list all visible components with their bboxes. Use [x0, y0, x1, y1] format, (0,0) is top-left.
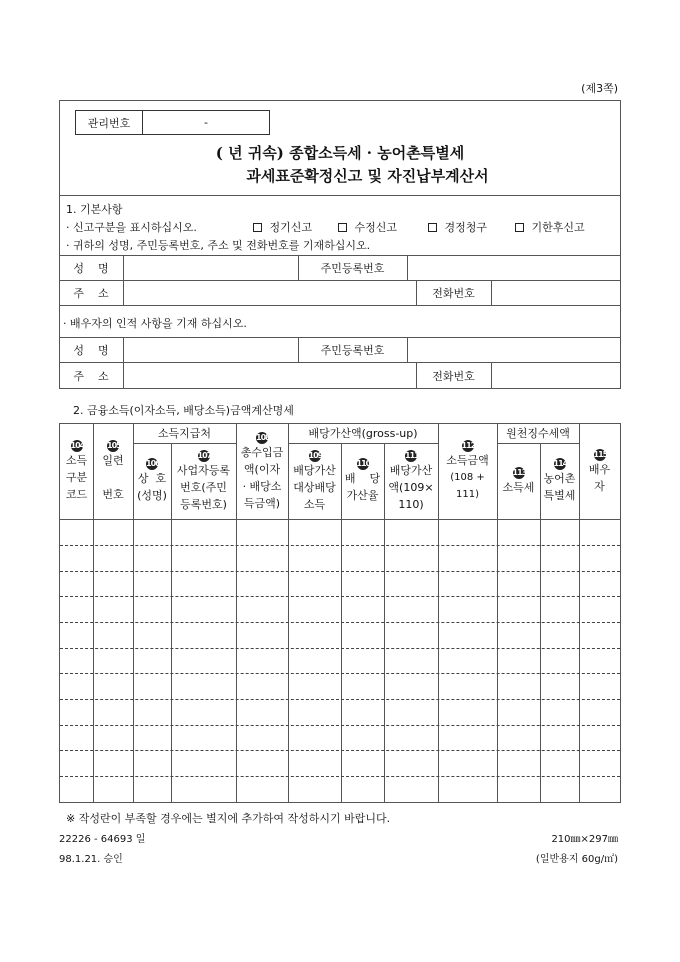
- management-number-field[interactable]: -: [204, 116, 208, 129]
- col-total-income: 108 총수입금 액(이자 · 배당소 득금액): [240, 432, 284, 510]
- page-number: (제3쪽): [581, 82, 618, 95]
- col-grossup-amount: 111 배당가산 액(109× 110): [388, 450, 434, 511]
- phone-label: 전화번호: [432, 286, 475, 300]
- checkbox[interactable]: [515, 223, 524, 232]
- form-code: 22226 - 64693 일: [59, 834, 146, 845]
- info-instruction: · 귀하의 성명, 주민등록번호, 주소 및 전화번호를 기재하십시오.: [66, 239, 371, 252]
- circled-number-icon: 112: [461, 441, 476, 450]
- circled-number-icon: 108: [256, 432, 270, 442]
- circled-number-icon: 107: [197, 450, 212, 460]
- rrn-field[interactable]: [408, 256, 620, 280]
- col-income-code: 104 소득 구분 코드: [65, 441, 88, 501]
- paper-type: (일반용지 60g/㎡): [535, 854, 618, 865]
- approval-date: 98.1.21. 승인: [59, 854, 123, 865]
- circled-number-icon: 109: [308, 450, 323, 460]
- circled-number-icon: 115: [593, 449, 608, 459]
- spouse-rrn-label: 주민등록번호: [320, 343, 385, 357]
- col-spouse: 115 배우 자: [588, 449, 611, 493]
- table-body-entry-area[interactable]: [60, 520, 620, 802]
- form-title-line2: 과세표준확정신고 및 자진납부계산서: [246, 167, 489, 185]
- management-number-label: 관리번호: [76, 111, 143, 134]
- option-correction-claim[interactable]: 경정청구: [428, 219, 487, 235]
- rrn-label: 주민등록번호: [320, 261, 385, 275]
- divider: [59, 305, 621, 306]
- checkbox[interactable]: [428, 223, 437, 232]
- circled-number-icon: 113: [512, 467, 527, 477]
- spouse-address-field[interactable]: [124, 363, 416, 388]
- spouse-name-field[interactable]: [124, 338, 298, 362]
- circled-number-icon: 111: [405, 450, 419, 460]
- phone-field[interactable]: [492, 281, 620, 305]
- spouse-address-label: 주 소: [73, 369, 109, 383]
- option-late-filing[interactable]: 기한후신고: [515, 219, 585, 235]
- circled-number-icon: 105: [107, 441, 121, 450]
- address-label: 주 소: [73, 286, 109, 300]
- spouse-rrn-field[interactable]: [408, 338, 620, 362]
- circled-number-icon: 106: [146, 459, 160, 468]
- spouse-instruction: · 배우자의 인적 사항을 기재 하십시오.: [63, 317, 247, 330]
- col-serial-number: 105 일련 번호: [102, 441, 124, 501]
- filing-type-instruction: · 신고구분을 표시하십시오.: [66, 221, 197, 234]
- spouse-phone-field[interactable]: [492, 363, 620, 388]
- section2-heading: 2. 금융소득(이자소득, 배당소득)금액계산명세: [73, 404, 294, 417]
- circled-number-icon: 114: [553, 459, 568, 468]
- col-grossup-rate: 110 배 당 가산율: [344, 459, 381, 502]
- name-field[interactable]: [124, 256, 298, 280]
- name-label: 성 명: [73, 261, 109, 275]
- option-regular[interactable]: 정기신고: [253, 219, 312, 235]
- spouse-phone-label: 전화번호: [432, 369, 475, 383]
- circled-number-icon: 110: [356, 459, 371, 468]
- section1-heading: 1. 기본사항: [66, 203, 123, 216]
- col-rural-special-tax: 114 농어촌 특별세: [543, 459, 576, 502]
- footer-note: ※ 작성란이 부족할 경우에는 별지에 추가하여 작성하시기 바랍니다.: [66, 812, 391, 825]
- checkbox[interactable]: [338, 223, 347, 232]
- group-withholding: 원천징수세액: [506, 427, 570, 440]
- col-income-amount: 112 소득금액 (108 + 111): [446, 441, 489, 500]
- col-business-reg-number: 107 사업자등록 번호(주민 등록번호): [176, 450, 231, 511]
- col-trade-name: 106 상 호 (성명): [137, 459, 167, 502]
- checkbox[interactable]: [253, 223, 262, 232]
- management-number-box: [75, 110, 270, 135]
- form-title-line1: ( 년 귀속) 종합소득세 · 농어촌특별세: [215, 144, 465, 162]
- address-field[interactable]: [124, 281, 416, 305]
- col-income-tax: 113 소득세: [502, 467, 535, 494]
- col-grossup-target: 109 배당가산 대상배당 소득: [293, 450, 336, 511]
- group-payer: 소득지급처: [157, 427, 212, 440]
- option-amended[interactable]: 수정신고: [338, 219, 397, 235]
- group-grossup: 배당가산액(gross-up): [308, 427, 418, 440]
- financial-income-table: [59, 423, 621, 803]
- spouse-name-label: 성 명: [73, 343, 109, 357]
- divider: [59, 195, 621, 196]
- circled-number-icon: 104: [70, 441, 85, 450]
- paper-size: 210㎜×297㎜: [551, 834, 618, 845]
